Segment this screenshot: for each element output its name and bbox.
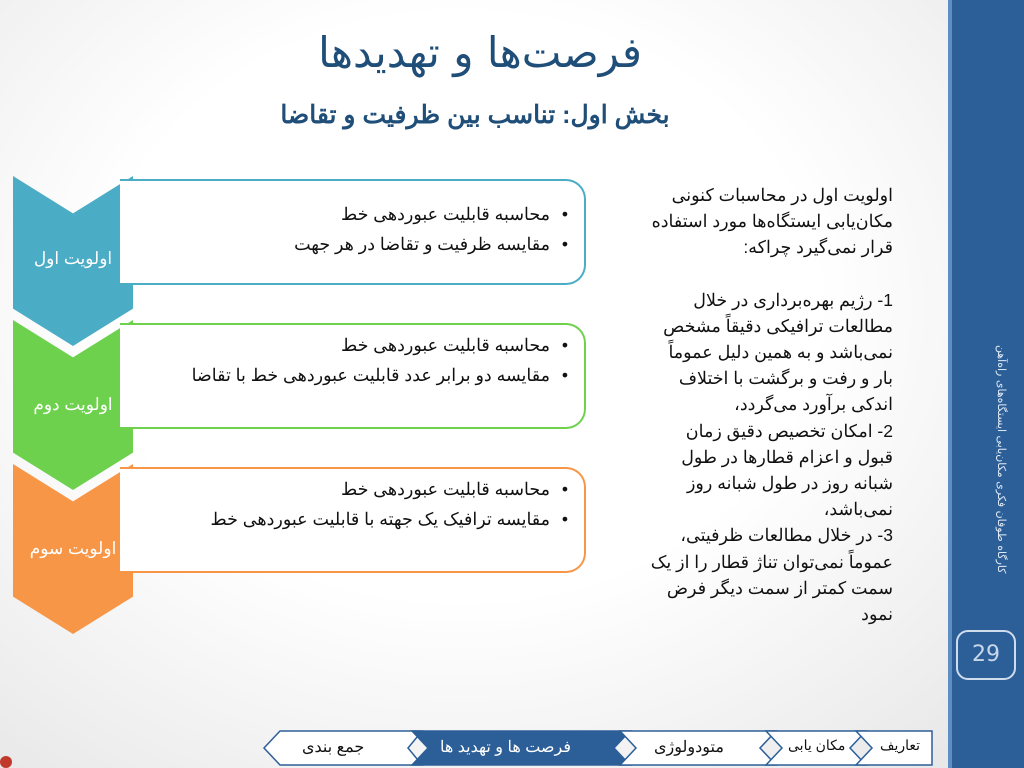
sidebar (948, 0, 1024, 768)
nav-methodology[interactable]: متودولوژی (654, 739, 724, 756)
priority-1-card (120, 179, 586, 285)
nav-definitions[interactable]: تعاریف (880, 737, 921, 753)
priority-2-label: اولویت دوم (33, 395, 113, 414)
priority-1-label: اولویت اول (33, 249, 113, 268)
explanation-text (648, 182, 893, 625)
priority-1-item-1: • محاسبه قابلیت عبوردهی خط (124, 203, 550, 225)
nav-summary[interactable]: جمع بندی (302, 739, 365, 756)
priority-3-item-2: • مقایسه ترافیک یک جهته با قابلیت عبوردهی خط (124, 508, 550, 530)
section-navigation (262, 730, 934, 766)
priority-3-item-1: • محاسبه قابلیت عبوردهی خط (124, 478, 550, 500)
nav-opportunities-threats[interactable]: فرصت ها و تهدید ها (440, 739, 571, 756)
page-number: 29 (956, 630, 1016, 680)
priority-2-item-1: • محاسبه قابلیت عبوردهی خط (124, 334, 550, 356)
explanation-reason-3: 3- در خلال مطالعات ظرفیتی، عموماً نمی‌توان تناژ قطار را از یک سمت کمتر از سمت دیگر فرض نمود (650, 525, 893, 625)
priority-3-card (120, 467, 586, 573)
slide-title: فرصت‌ها و تهدیدها (318, 28, 642, 77)
priority-2-card (120, 323, 586, 429)
priority-3-label: اولویت سوم (29, 539, 117, 558)
slide-subtitle: بخش اول: تناسب بین ظرفیت و تقاضا (280, 101, 670, 129)
priority-2-item-2: • مقایسه دو برابر عدد قابلیت عبوردهی خط با تقاضا (124, 364, 550, 386)
explanation-intro: اولویت اول در محاسبات کنونی مکان‌یابی ایستگاه‌ها مورد استفاده قرار نمی‌گیرد چراکه: (651, 185, 893, 258)
sidebar-accent-strip (948, 0, 952, 768)
priority-1-item-2: • مقایسه ظرفیت و تقاضا در هر جهت (124, 233, 550, 255)
nav-location[interactable]: مکان یابی (788, 737, 846, 753)
explanation-reason-2: 2- امکان تخصیص دقیق زمان قبول و اعزام قطارها در طول شبانه روز در طول شبانه روز نمی‌باشد، (681, 420, 893, 520)
explanation-reason-1: 1- رژیم بهره‌برداری در خلال مطالعات ترافیکی دقیقاً مشخص نمی‌باشد و به همین دلیل عموماً بار و رفت و برگشت با اختلاف اندکی برآورد می‌گردد، (663, 289, 893, 415)
record-indicator-icon (0, 756, 12, 768)
sidebar-caption: کارگاه طوفان فکری مکان‌یابی ایستگاه‌های راه‌آهن (995, 345, 1008, 574)
